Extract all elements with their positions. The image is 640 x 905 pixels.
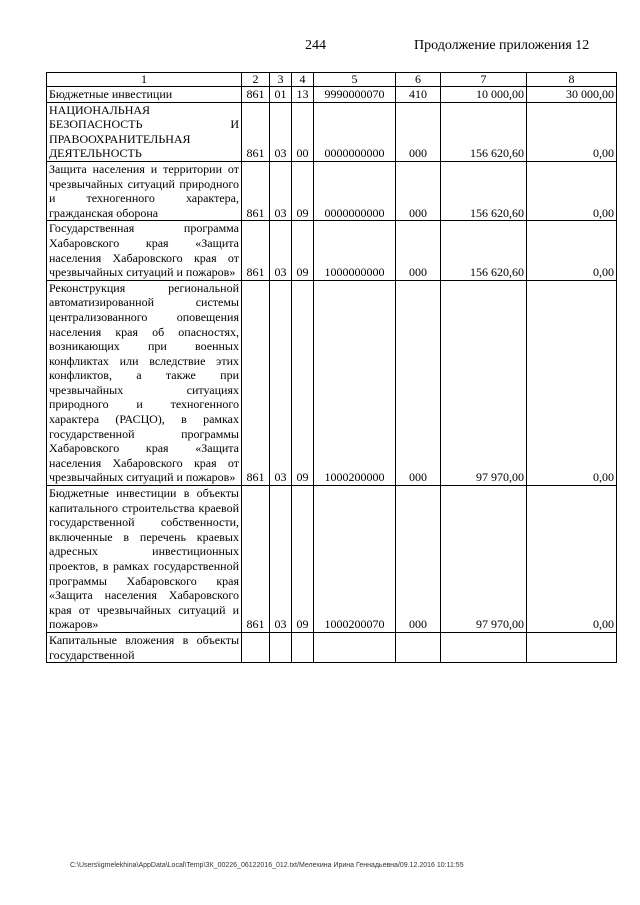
budget-table <box>46 72 617 663</box>
cell-expense-type: 410 <box>396 87 441 103</box>
table-row <box>47 221 617 280</box>
cell-subsection: 09 <box>292 221 314 280</box>
cell-section: 03 <box>270 102 292 161</box>
cell-section: 03 <box>270 161 292 220</box>
cell-ministry-code: 861 <box>242 280 270 485</box>
cell-ministry-code: 861 <box>242 221 270 280</box>
column-header: 1 <box>47 73 242 87</box>
cell-subsection: 09 <box>292 280 314 485</box>
cell-amount-year1: 97 970,00 <box>441 280 527 485</box>
cell-subsection: 13 <box>292 87 314 103</box>
cell-target-article: 9990000070 <box>314 87 396 103</box>
cell-subsection <box>292 632 314 662</box>
cell-subsection: 09 <box>292 486 314 633</box>
cell-expense-type: 000 <box>396 161 441 220</box>
cell-target-article <box>314 632 396 662</box>
cell-target-article: 0000000000 <box>314 102 396 161</box>
cell-amount-year1 <box>441 632 527 662</box>
cell-target-article: 0000000000 <box>314 161 396 220</box>
cell-section: 01 <box>270 87 292 103</box>
cell-amount-year1: 10 000,00 <box>441 87 527 103</box>
table-row <box>47 87 617 103</box>
cell-amount-year1: 156 620,60 <box>441 102 527 161</box>
table-row <box>47 102 617 161</box>
cell-amount-year1: 156 620,60 <box>441 161 527 220</box>
column-header: 8 <box>527 73 617 87</box>
cell-section: 03 <box>270 221 292 280</box>
cell-amount-year2: 30 000,00 <box>527 87 617 103</box>
cell-section: 03 <box>270 486 292 633</box>
row-name: Бюджетные инвестиции в объекты капитального строительства краевой государственной собственности, включенные в перечень краевых адресных инвестиционных проектов, в рамках государственной программы Хабаровского края «Защита населения Хабаровского края от чрезвычайных ситуаций и пожаров» <box>47 486 242 633</box>
appendix-continuation-label: Продолжение приложения 12 <box>414 38 590 53</box>
cell-target-article: 1000200070 <box>314 486 396 633</box>
page-number: 244 <box>305 38 326 53</box>
cell-ministry-code: 861 <box>242 486 270 633</box>
cell-amount-year2 <box>527 632 617 662</box>
cell-amount-year2: 0,00 <box>527 280 617 485</box>
column-header: 7 <box>441 73 527 87</box>
cell-ministry-code: 861 <box>242 87 270 103</box>
cell-ministry-code: 861 <box>242 102 270 161</box>
cell-subsection: 09 <box>292 161 314 220</box>
cell-target-article: 1000200000 <box>314 280 396 485</box>
table-row <box>47 280 617 485</box>
column-header: 3 <box>270 73 292 87</box>
cell-ministry-code: 861 <box>242 161 270 220</box>
cell-amount-year1: 97 970,00 <box>441 486 527 633</box>
cell-subsection: 00 <box>292 102 314 161</box>
column-header: 6 <box>396 73 441 87</box>
cell-amount-year1: 156 620,60 <box>441 221 527 280</box>
cell-expense-type: 000 <box>396 221 441 280</box>
row-name: НАЦИОНАЛЬНАЯ БЕЗОПАСНОСТЬ И ПРАВООХРАНИТЕЛЬНАЯ ДЕЯТЕЛЬНОСТЬ <box>47 102 242 161</box>
cell-expense-type: 000 <box>396 102 441 161</box>
table-header-row <box>47 73 617 87</box>
row-name: Капитальные вложения в объекты государственной <box>47 632 242 662</box>
column-header: 2 <box>242 73 270 87</box>
table-row <box>47 632 617 662</box>
column-header: 4 <box>292 73 314 87</box>
row-name: Защита населения и территории от чрезвычайных ситуаций природного и техногенного характера, гражданская оборона <box>47 161 242 220</box>
cell-amount-year2: 0,00 <box>527 486 617 633</box>
cell-amount-year2: 0,00 <box>527 221 617 280</box>
row-name: Бюджетные инвестиции <box>47 87 242 103</box>
cell-target-article: 1000000000 <box>314 221 396 280</box>
row-name: Реконструкция региональной автоматизированной системы централизованного оповещения населения края об опасностях, возникающих при военных конфликтах или вследствие этих конфликтов, а также при чрезвычайных ситуациях природного и техногенного характера (РАСЦО), в рамках государственной программы Хабаровского края «Защита населения Хабаровского края от чрезвычайных ситуаций и пожаров» <box>47 280 242 485</box>
column-header: 5 <box>314 73 396 87</box>
cell-expense-type: 000 <box>396 280 441 485</box>
cell-ministry-code <box>242 632 270 662</box>
cell-amount-year2: 0,00 <box>527 161 617 220</box>
table-row <box>47 161 617 220</box>
cell-section <box>270 632 292 662</box>
cell-expense-type: 000 <box>396 486 441 633</box>
cell-section: 03 <box>270 280 292 485</box>
table-row <box>47 486 617 633</box>
cell-expense-type <box>396 632 441 662</box>
row-name: Государственная программа Хабаровского края «Защита населения Хабаровского края от чрезвычайных ситуаций и пожаров» <box>47 221 242 280</box>
cell-amount-year2: 0,00 <box>527 102 617 161</box>
document-footer-path: C:\Users\igmelekhina\AppData\Local\Temp\ЗК_00226_06122016_012.txt/Мелехина Ирина Геннадьевна/09.12.2016 10:11:55 <box>70 862 464 869</box>
